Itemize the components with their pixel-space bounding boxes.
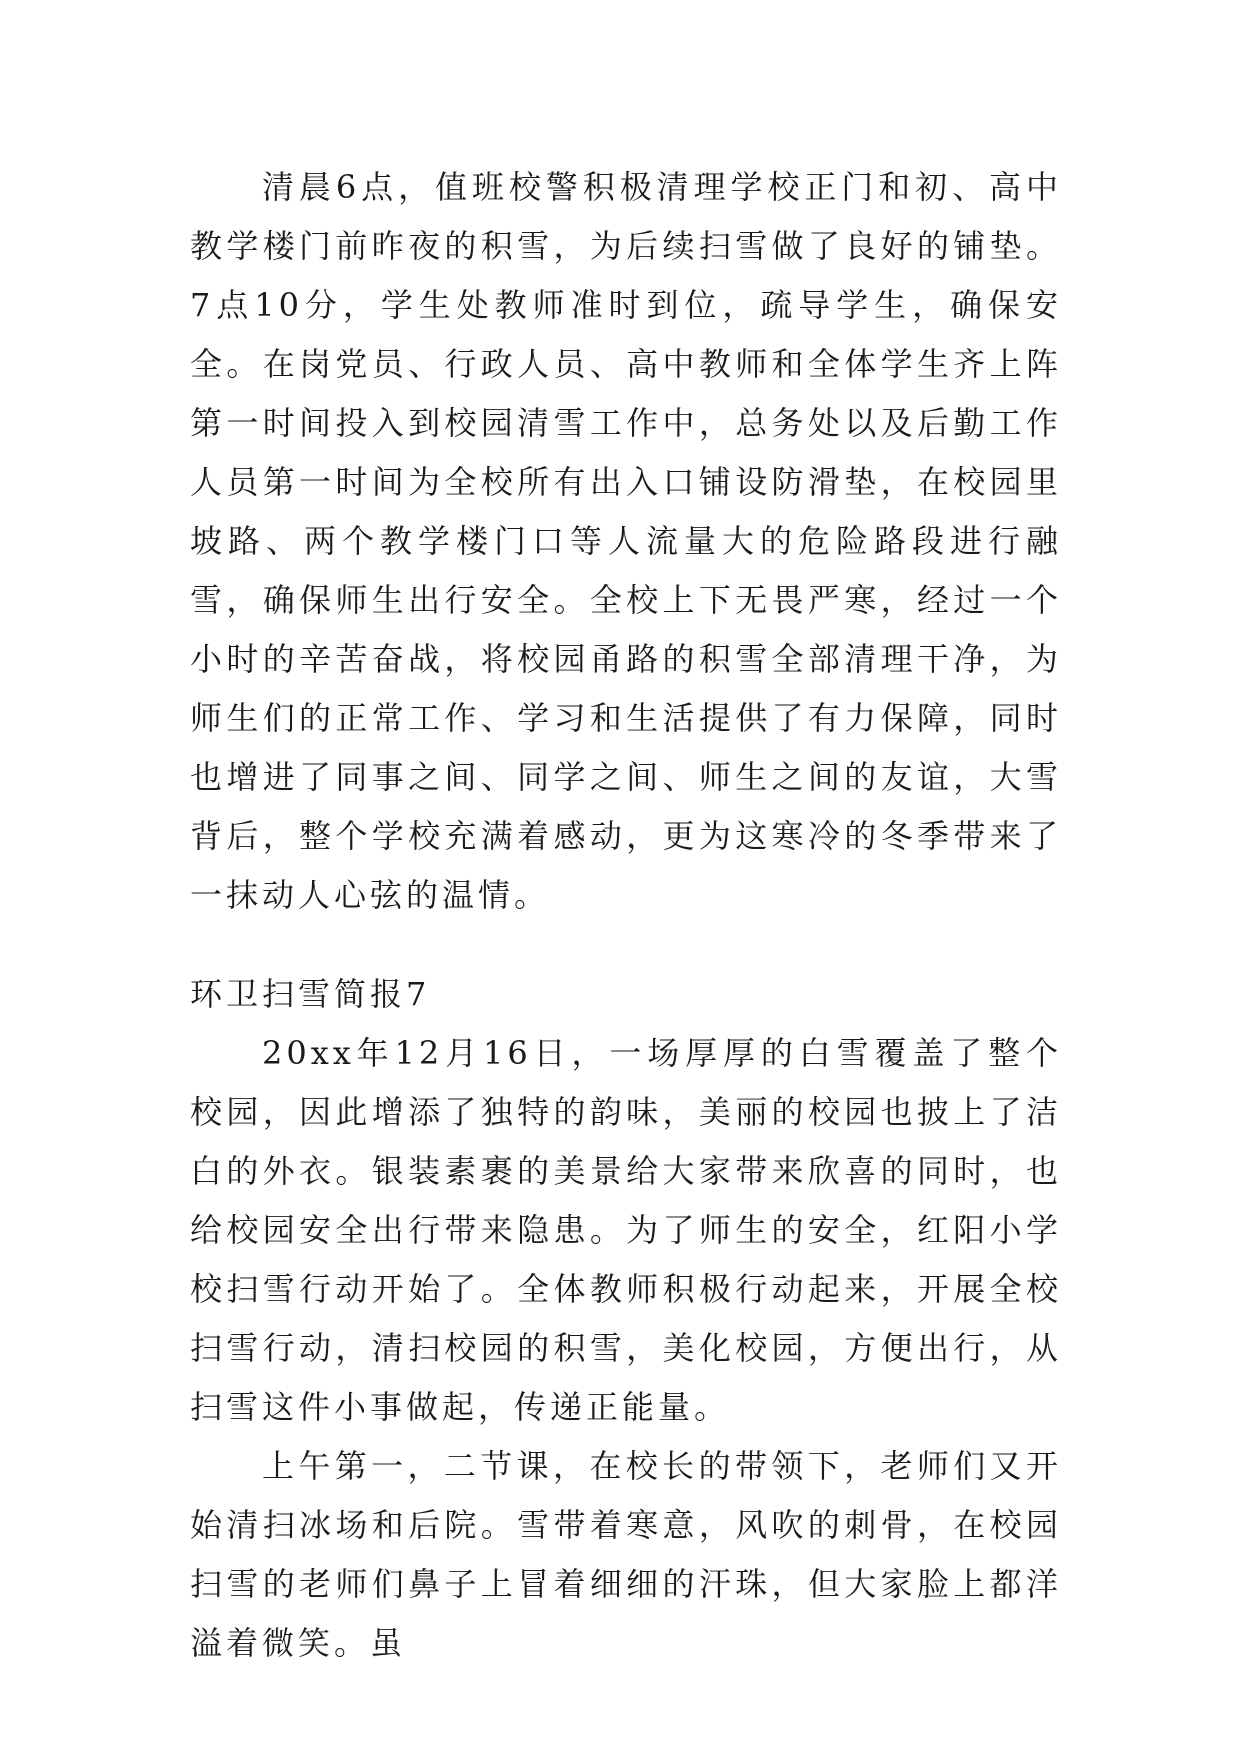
document-body	[190, 158, 1062, 1673]
section-title: 环卫扫雪简报7	[190, 975, 431, 1013]
paragraph-second-class: 上午第一，二节课，在校长的带领下，老师们又开始清扫冰场和后院。雪带着寒意，风吹的刺骨，在校园扫雪的老师们鼻子上冒着细细的汗珠，但大家脸上都洋溢着微笑。虽	[190, 1447, 1062, 1662]
section-spacer	[190, 925, 1062, 965]
paragraph-morning-cleanup: 清晨6点，值班校警积极清理学校正门和初、高中教学楼门前昨夜的积雪，为后续扫雪做了良好的铺垫。7点10分，学生处教师准时到位，疏导学生，确保安全。在岗党员、行政人员、高中教师和全体学生齐上阵第一时间投入到校园清雪工作中，总务处以及后勤工作人员第一时间为全校所有出入口铺设防滑垫，在校园里坡路、两个教学楼门口等人流量大的危险路段进行融雪，确保师生出行安全。全校上下无畏严寒，经过一个小时的辛苦奋战，将校园甬路的积雪全部清理干净，为师生们的正常工作、学习和生活提供了有力保障，同时也增进了同事之间、同学之间、师生之间的友谊，大雪背后，整个学校充满着感动，更为这寒冷的冬季带来了一抹动人心弦的温情。	[190, 168, 1062, 914]
paragraph-snowfall-intro: 20xx年12月16日，一场厚厚的白雪覆盖了整个校园，因此增添了独特的韵味，美丽的校园也披上了洁白的外衣。银装素裹的美景给大家带来欣喜的同时，也给校园安全出行带来隐患。为了师生的安全，红阳小学校扫雪行动开始了。全体教师积极行动起来，开展全校扫雪行动，清扫校园的积雪，美化校园，方便出行，从扫雪这件小事做起，传递正能量。	[190, 1034, 1062, 1426]
